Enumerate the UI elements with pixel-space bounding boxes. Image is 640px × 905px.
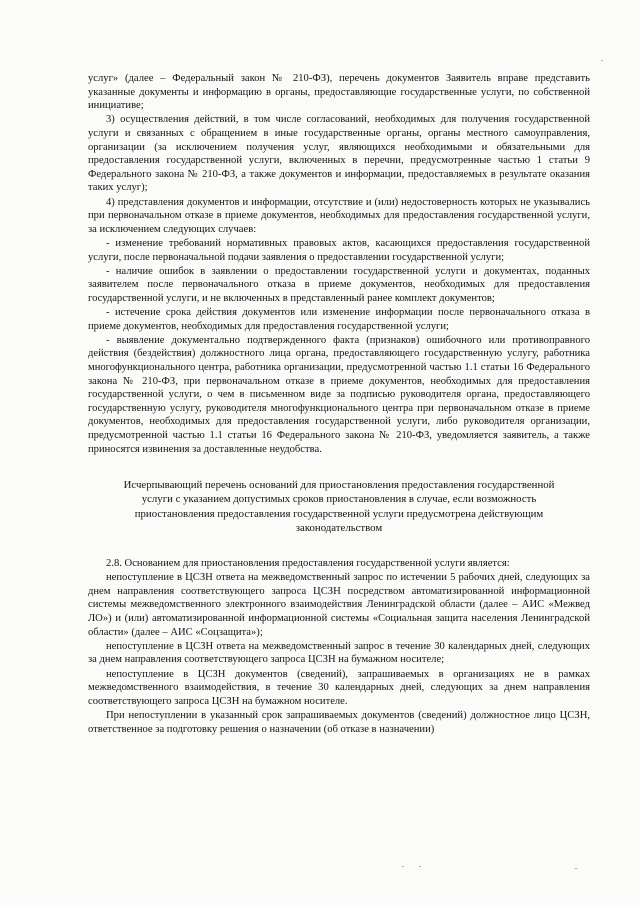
- list-item: - истечение срока действия документов или изменение информации после первоначального отказа в приеме документов, необходимых для предоставления государственной услуги;: [88, 307, 590, 332]
- list-item: - выявление документально подтвержденного факта (признаков) ошибочного или противоправного действия (бездействия) должностного лица органа, предоставляющего государственную услугу, работника многофункционального центра, работника организации, предусмотренной частью 1.1 статьи 16 Федерального закона № 210-ФЗ, при первоначальном отказе в приеме документов, необходимых для предоставления государственной услуги, о чем в письменном виде за подписью руководителя органа, предоставляющего государственную услугу, руководителя многофункционального центра при первоначальном отказе в приеме документов, необходимых для предоставления государственной услуги, либо руководителя организации, предусмотренной частью 1.1 статьи 16 Федерального закона № 210-ФЗ, уведомляется заявитель, а также приносятся извинения за доставленные неудобства.: [88, 334, 590, 455]
- list-item: - изменение требований нормативных правовых актов, касающихся предоставления государственной услуги, после первоначальной подачи заявления о предоставлении государственной услуги;: [88, 237, 590, 263]
- scan-speck: [419, 866, 421, 867]
- heading-line: Исчерпывающий перечень оснований для приостановления предоставления государственной: [123, 479, 555, 492]
- heading-line: приостановления предоставления государственной услуги предусмотрена действующим: [134, 507, 544, 520]
- scan-speck: [575, 868, 577, 869]
- paragraph: непоступление в ЦСЗН ответа на межведомственный запрос в течение 30 календарных дней, следующих за днем направления соответствующего запроса ЦСЗН на бумажном носителе;: [88, 640, 590, 666]
- paragraph: 3) осуществления действий, в том числе согласований, необходимых для получения государственной услуги и связанных с обращением в иные государственные органы, органы местного самоуправления, организации (за исключением получения услуг, являющихся необходимыми и обязательными для предоставления государственной услуги, включенных в перечни, предусмотренные частью 1 статьи 9 Федерального закона № 210-ФЗ, а также документов и информации, предоставляемых в результате оказания таких услуг);: [88, 114, 590, 194]
- paragraph: непоступление в ЦСЗН документов (сведений), запрашиваемых в организациях не в рамках межведомственного взаимодействия, в течение 30 календарных дней, следующих за днем направления соответствующего запроса ЦСЗН на бумажном носителе.: [88, 668, 590, 707]
- heading-line: услуги с указанием допустимых сроков приостановления в случае, если возможность: [141, 493, 537, 506]
- section-heading: [100, 478, 578, 535]
- document-body: [88, 72, 590, 737]
- paragraph: 4) представления документов и информации, отсутствие и (или) недостоверность которых не указывались при первоначальном отказе в приеме документов, необходимых для предоставления государственной услуги, за исключением следующих случаев:: [88, 196, 590, 235]
- paragraph: услуг» (далее – Федеральный закон № 210-ФЗ), перечень документов Заявитель вправе представить указанные документы и информацию в органы, предоставляющие государственные услуги, по собственной инициативе;: [88, 73, 590, 112]
- scan-speck: [601, 60, 603, 61]
- text-block-top: [88, 72, 590, 456]
- paragraph: непоступление в ЦСЗН ответа на межведомственный запрос по истечении 5 рабочих дней, следующих за днем направления соответствующего запроса ЦСЗН посредством автоматизированной информационной системы межведомственного электронного взаимодействия Ленинградской области (далее – АИС «Межвед ЛО») и (или) автоматизированной информационной системы «Социальная защита населения Ленинградской области» (далее – АИС «Соцзащита»);: [88, 572, 590, 638]
- list-item: - наличие ошибок в заявлении о предоставлении государственной услуги и документах, поданных заявителем после первоначального отказа в приеме документов, необходимых для предоставления государственной услуги, и не включенных в представленный ранее комплект документов;: [88, 265, 590, 304]
- paragraph: При непоступлении в указанный срок запрашиваемых документов (сведений) должностное лицо ЦСЗН, ответственное за подготовку решения о назначении (об отказе в назначении): [88, 709, 590, 735]
- text-block-bottom: [88, 557, 590, 736]
- heading-line: законодательством: [295, 521, 383, 534]
- paragraph: 2.8. Основанием для приостановления предоставления государственной услуги является:: [106, 558, 510, 569]
- scan-speck: [402, 866, 404, 867]
